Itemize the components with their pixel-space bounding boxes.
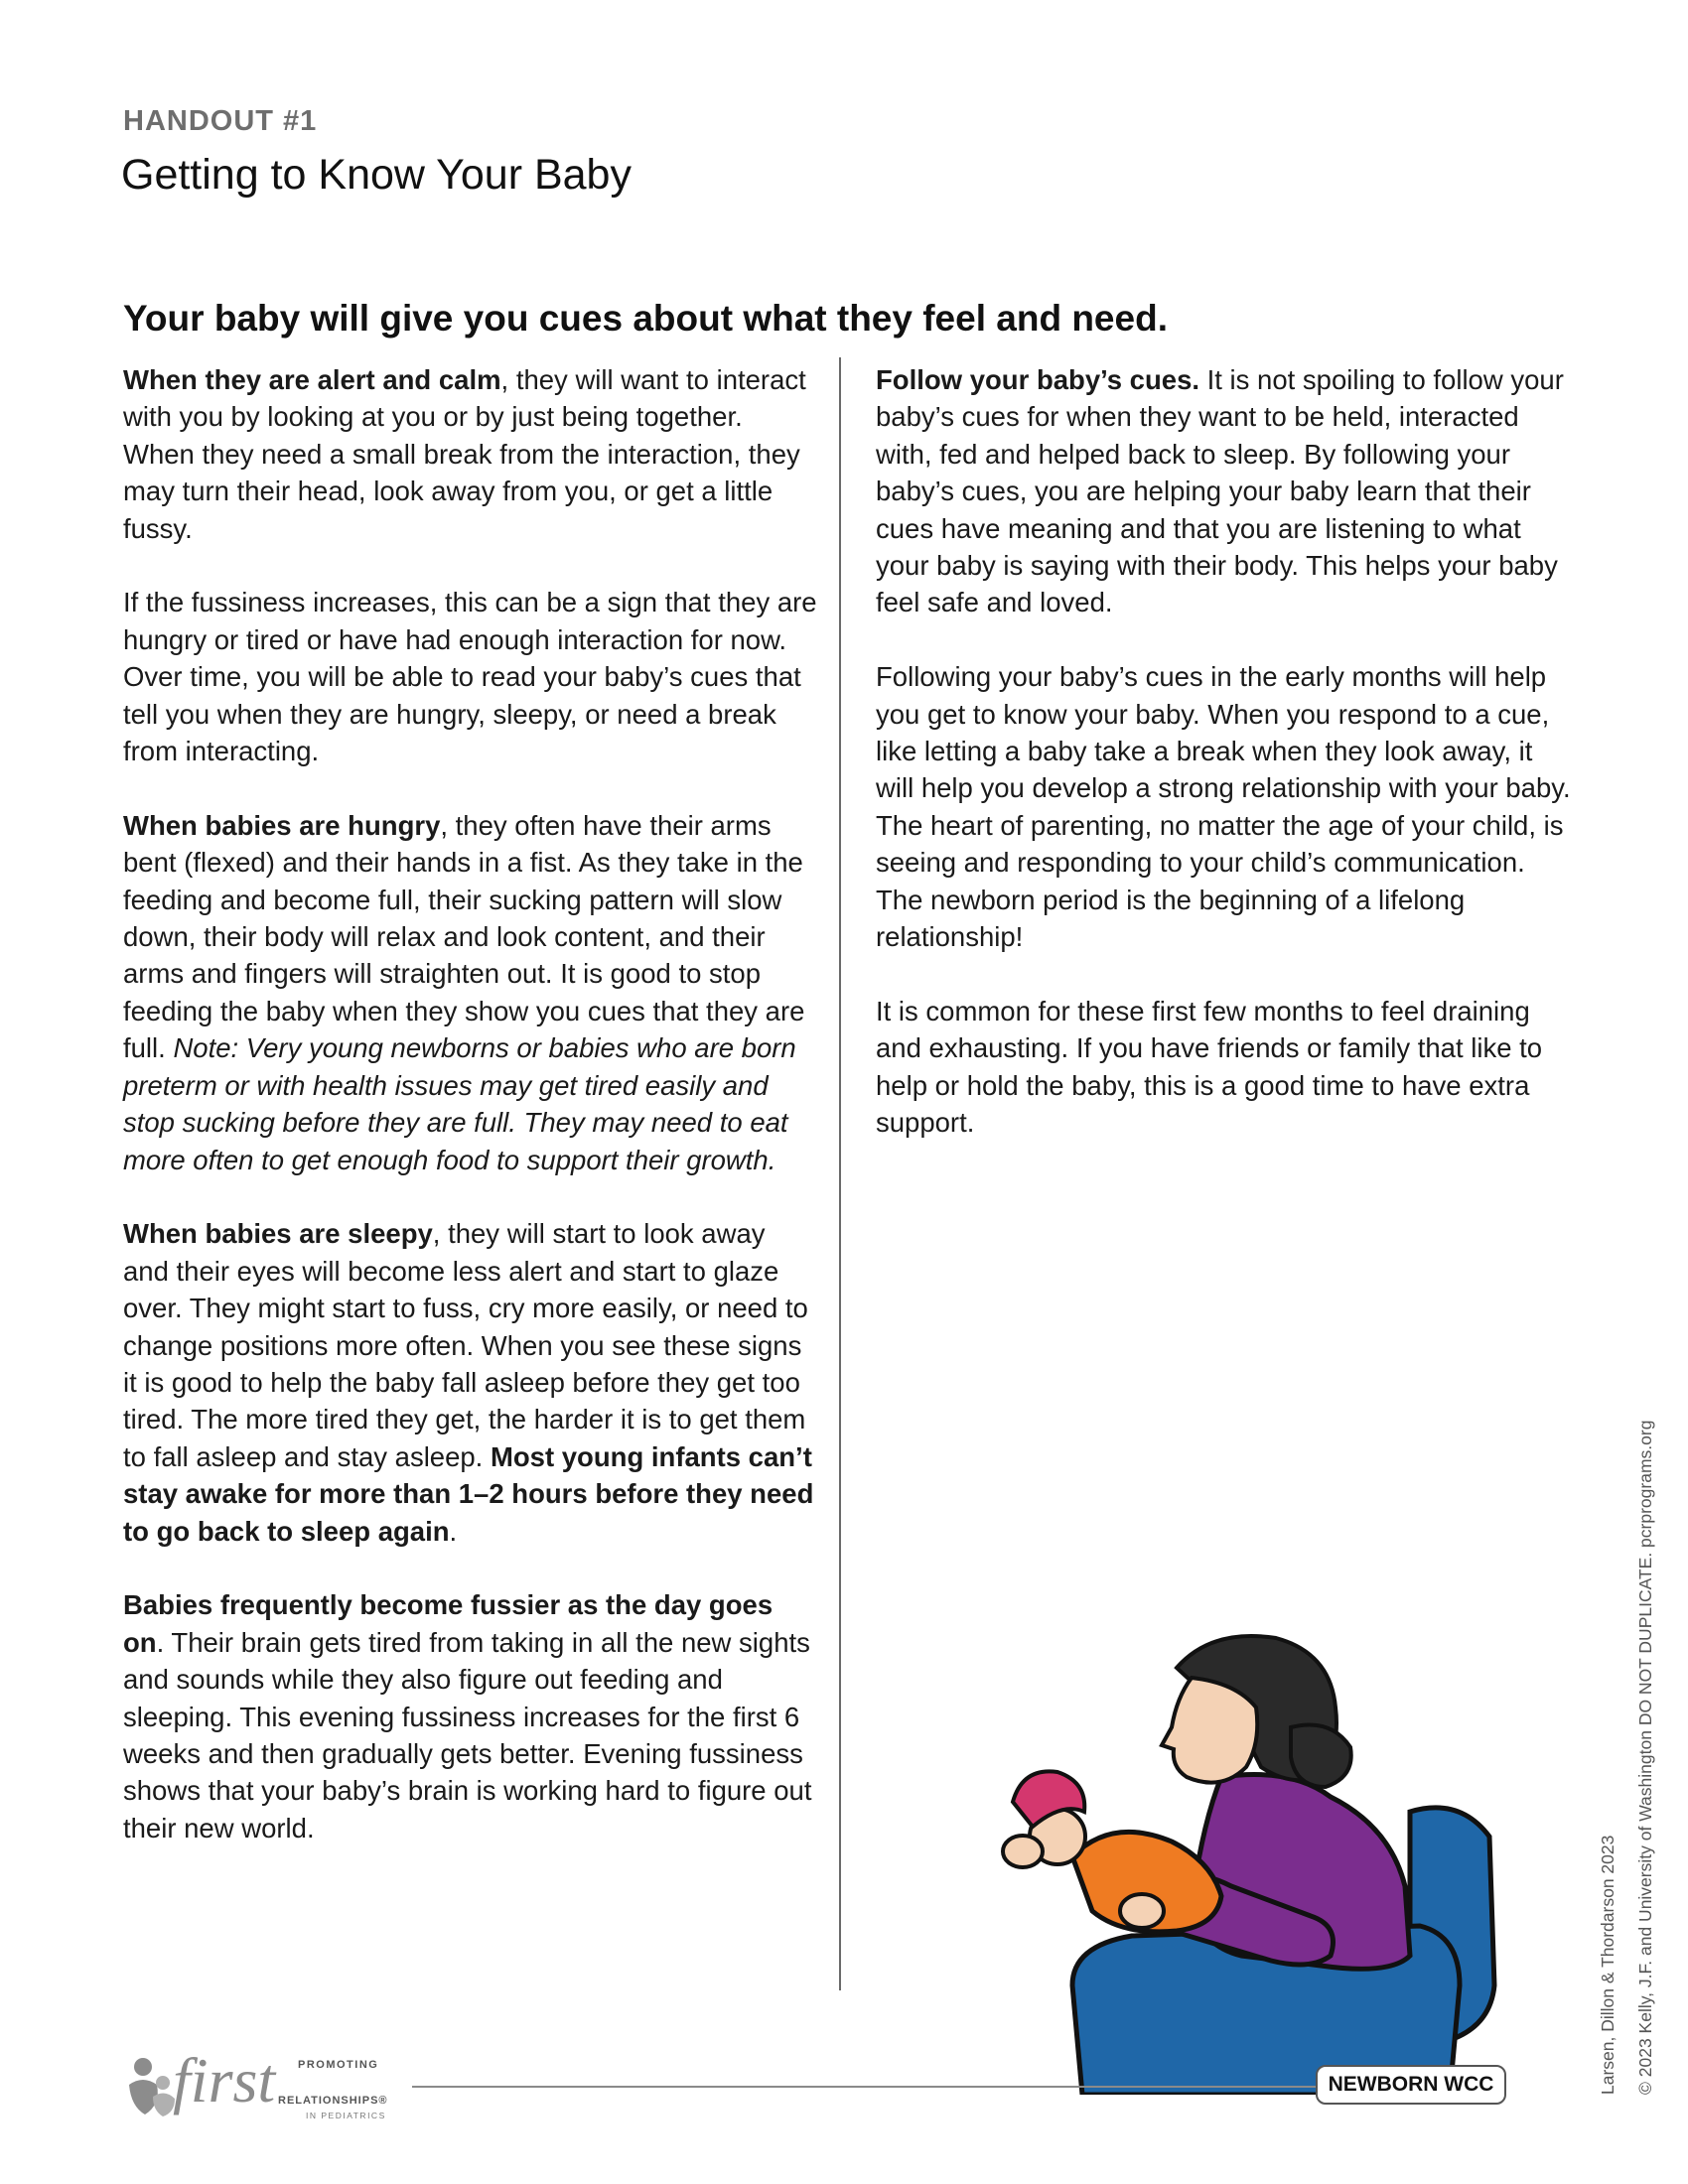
early-months-paragraph: Following your baby’s cues in the early months will help you get to know your baby. When you respond to a cue, like letting a baby take a break when they look away, it will help you develop a strong relationship with your baby. The heart of parenting, no matter the age of your child, is seeing and responding to your child’s communication. The newborn period is the beginning of a lifelong relationship! xyxy=(876,661,1571,953)
copyright-line-2: © 2023 Kelly, J.F. and University of Washington DO NOT DUPLICATE. pcrprograms.org xyxy=(1635,1420,1655,2095)
page-title: Getting to Know Your Baby xyxy=(121,151,632,199)
copyright-sidebar xyxy=(1589,1421,1664,2095)
logo-promoting: PROMOTING xyxy=(298,2059,379,2071)
sleepy-text: , they will start to look away and their eyes will become less alert and start to glaze over. They might start to fuss, cry more easily, or need to change positions more often. When you see these signs it is good to help the baby fall asleep before they get too tired. The more tired they get, the harder it is to get them to fall asleep and stay asleep. xyxy=(123,1218,808,1472)
evening-fussiness-heading: Babies frequently become fussier as the day goes on xyxy=(123,1589,774,1658)
mother-holding-baby-illustration xyxy=(993,1628,1529,2095)
logo-relationships: RELATIONSHIPS® xyxy=(278,2095,388,2107)
hungry-paragraph xyxy=(123,807,818,1178)
handout-kicker: HANDOUT #1 xyxy=(123,105,318,137)
right-column xyxy=(876,361,1571,1178)
column-divider xyxy=(839,357,841,1990)
newborn-wcc-badge: NEWBORN WCC xyxy=(1316,2065,1506,2105)
sleepy-end: . xyxy=(449,1515,458,1547)
follow-cues-text: It is not spoiling to follow your baby’s cues for when they want to be held, interacted with, fed and helped back to sleep. By following your baby’s cues, you are helping your baby learn that their cues have meaning and that you are listening to what your baby is saying with their body. This helps your baby feel safe and loved. xyxy=(876,364,1564,618)
sleepy-paragraph xyxy=(123,1215,818,1550)
hungry-text: , they often have their arms bent (flexed) and their hands in a fist. As they take in the feeding and become full, their sucking pattern will slow down, their body will relax and look content, and their arms and fingers will straighten out. It is good to stop feeding the baby when they show you cues that they are full. xyxy=(123,809,805,1064)
support-paragraph: It is common for these first few months to feel draining and exhausting. If you have friends or family that like to help or hold the baby, this is a good time to have extra support. xyxy=(876,995,1543,1139)
sleepy-emphasis: Most young infants can’t stay awake for more than 1–2 hours before they need to go back to sleep again xyxy=(123,1440,814,1547)
left-column xyxy=(123,361,818,1884)
hungry-note: Note: Very young newborns or babies who are born preterm or with health issues may get tired easily and stop sucking before they are full. They may need to eat more often to get enough food to support their growth. xyxy=(123,1032,796,1175)
alert-calm-text: , they will want to interact with you by looking at you or by just being together. When they need a small break from the interaction, they may turn their head, look away from you, or get a little fussy. xyxy=(123,364,806,544)
follow-cues-paragraph xyxy=(876,361,1571,621)
evening-fussiness-paragraph xyxy=(123,1586,818,1846)
hungry-heading: When babies are hungry xyxy=(123,809,441,841)
fussiness-paragraph: If the fussiness increases, this can be a sign that they are hungry or tired or have had enough interaction for now. Over time, you will be able to read your baby’s cues that tell you when they are hungry, sleepy, or need a break from interacting. xyxy=(123,587,817,767)
logo-pediatrics: IN PEDIATRICS xyxy=(306,2111,386,2120)
mother-hand-right xyxy=(1120,1894,1164,1928)
mother-bun xyxy=(1291,1725,1351,1788)
mother-hand-left xyxy=(1003,1836,1043,1867)
copyright-line-1: Larsen, Dillon & Thordarson 2023 xyxy=(1598,1835,1618,2095)
evening-fussiness-text: . Their brain gets tired from taking in all the new sights and sounds while they also figure out feeding and sleeping. This evening fussiness increases for the first 6 weeks and then gradually gets better. Evening fussiness shows that your baby’s brain is working hard to figure out their new world. xyxy=(123,1626,812,1843)
alert-calm-heading: When they are alert and calm xyxy=(123,364,501,395)
subheading: Your baby will give you cues about what they feel and need. xyxy=(123,298,1168,339)
alert-calm-paragraph xyxy=(123,361,818,547)
mother-face xyxy=(1162,1678,1257,1783)
logo-first: first xyxy=(173,2045,276,2116)
follow-cues-heading: Follow your baby’s cues. xyxy=(876,364,1199,395)
sleepy-heading: When babies are sleepy xyxy=(123,1218,433,1250)
